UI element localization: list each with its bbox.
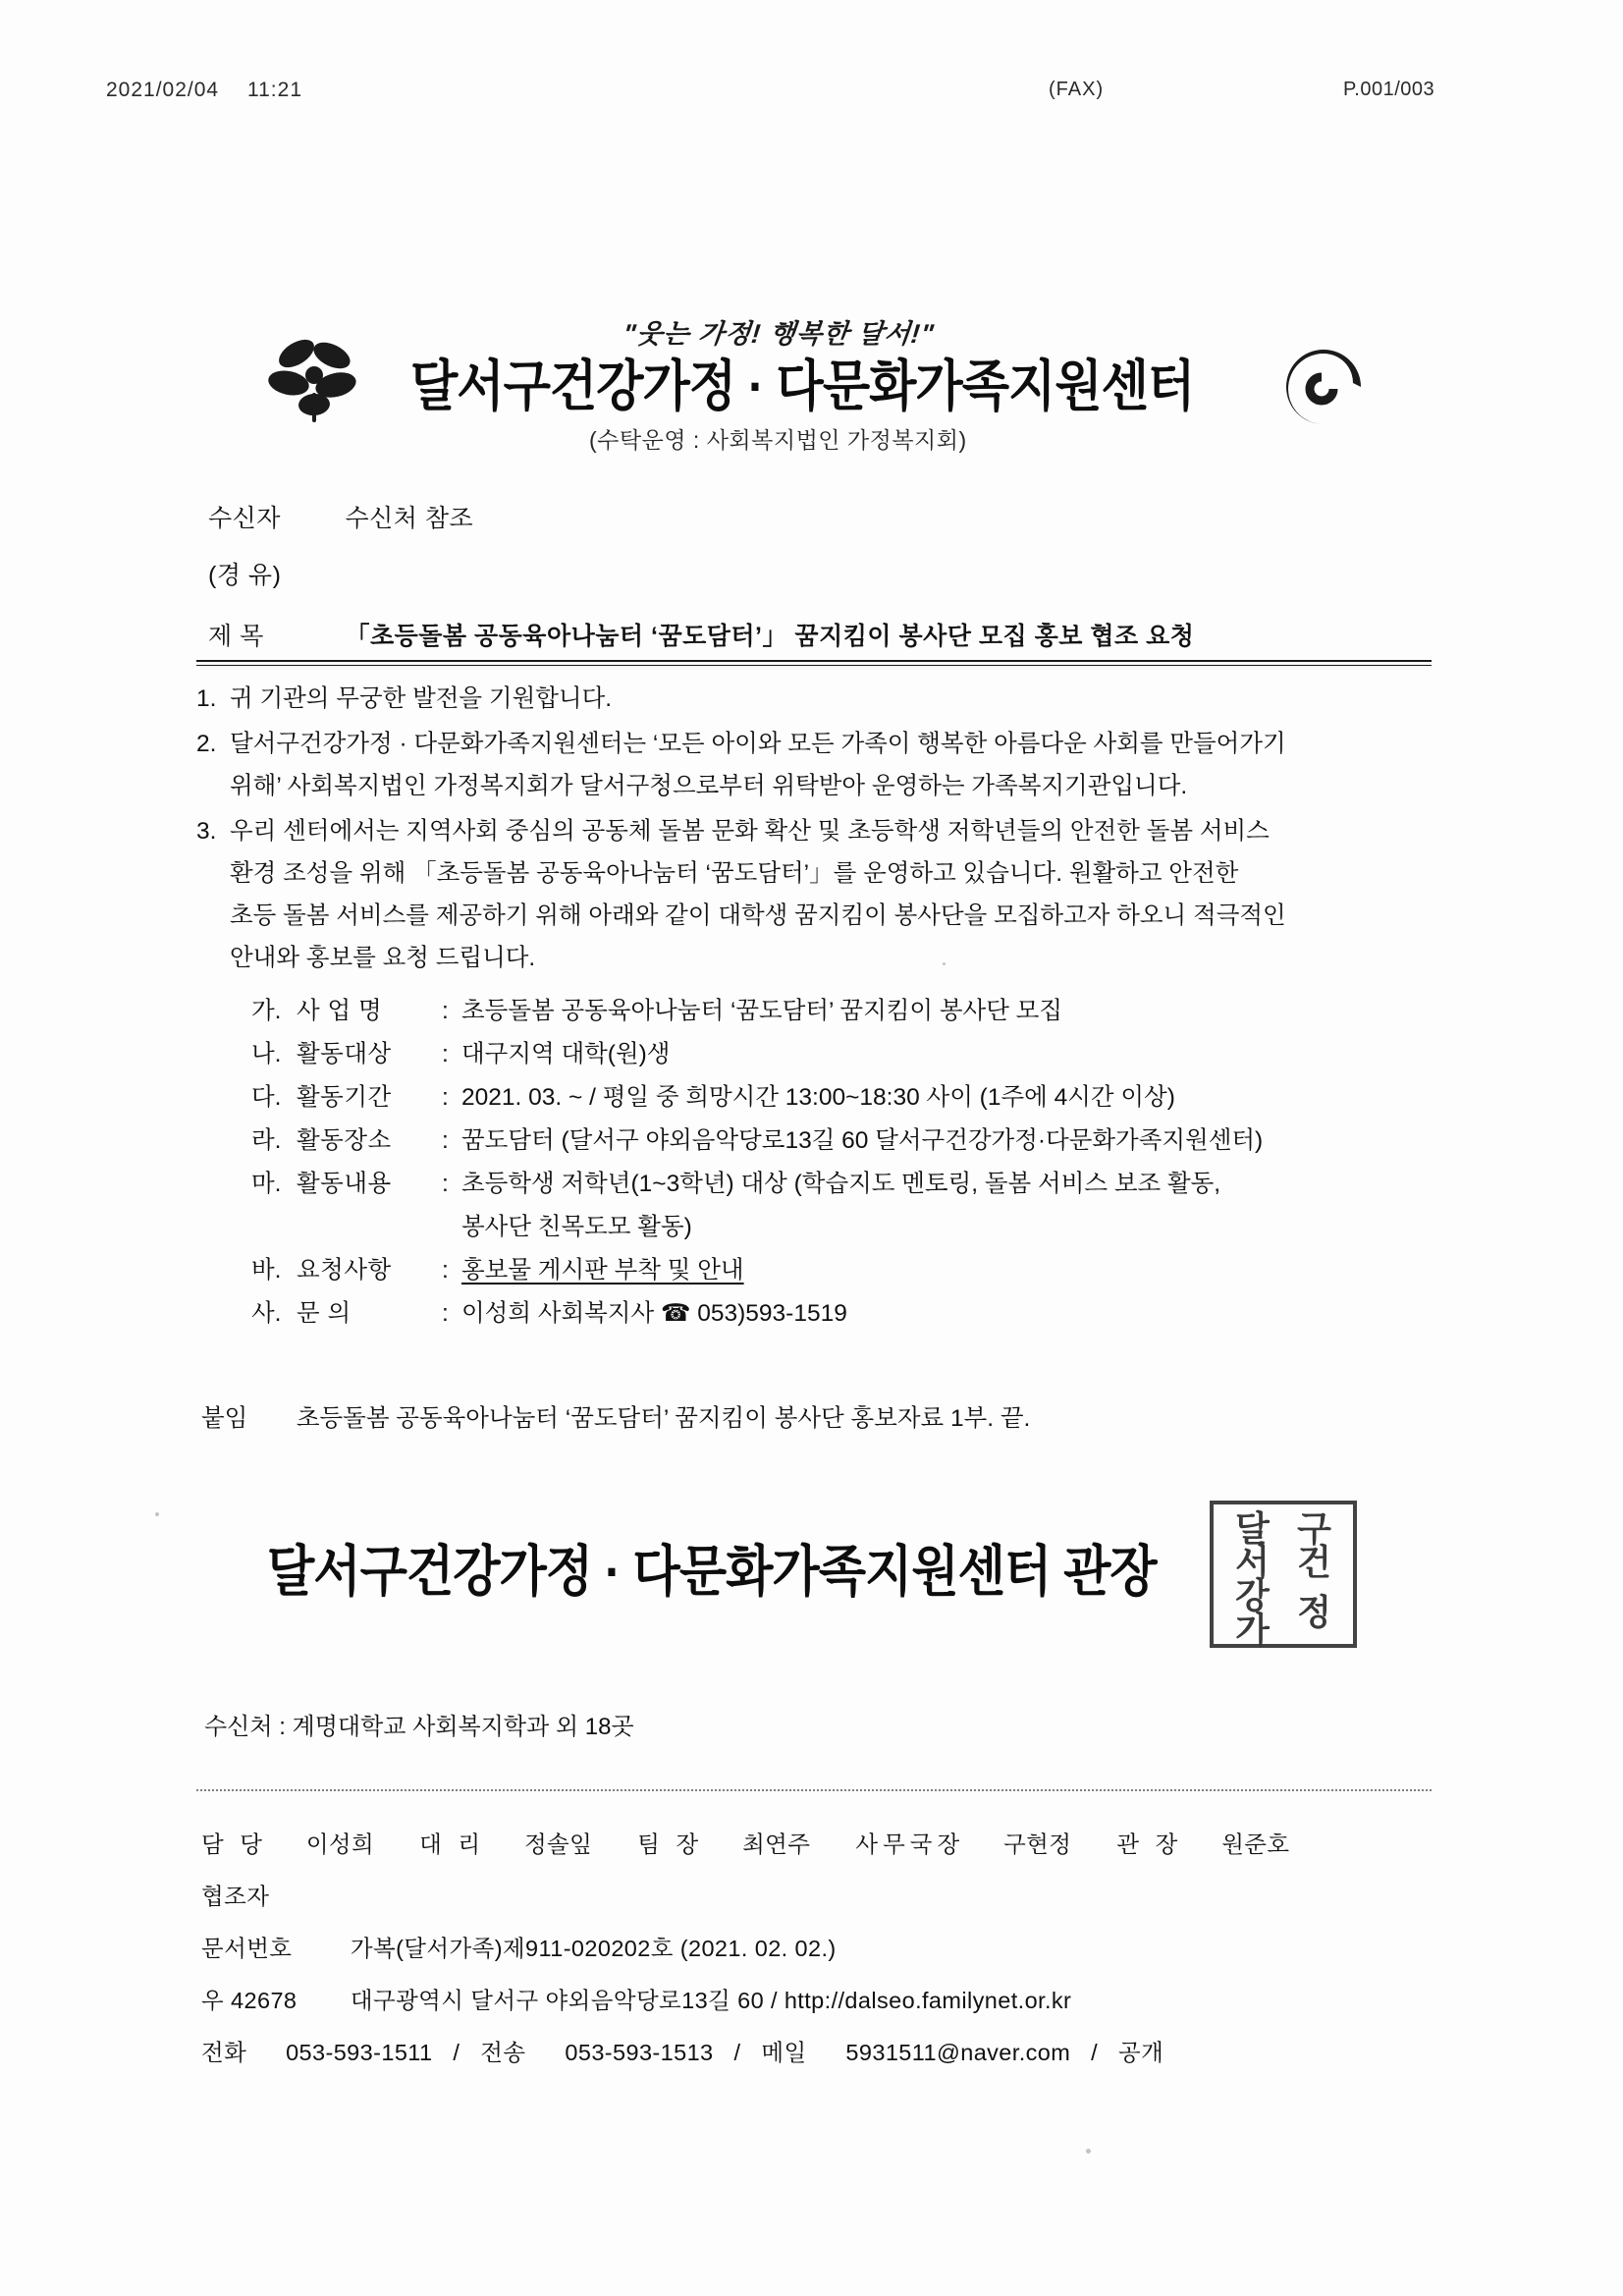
recipient-label: 수신자 xyxy=(208,505,281,532)
cooperator-row xyxy=(201,1871,1448,1923)
detail-list xyxy=(251,990,1459,1336)
paragraph-number: 1. xyxy=(196,685,217,712)
list-key: 사 업 명 xyxy=(297,998,383,1024)
paragraph-line: 귀 기관의 무궁한 발전을 기원합니다. xyxy=(230,685,613,712)
list-value: 꿈도담터 (달서구 야외음악당로13길 60 달서구건강가정·다문화가족지원센터) xyxy=(461,1127,1264,1154)
approver-name: 최연주 xyxy=(742,1831,811,1857)
scan-speck xyxy=(155,1512,159,1516)
disclosure-label: 공개 xyxy=(1118,2040,1164,2065)
approver xyxy=(1116,1819,1289,1871)
slogan: "웃는 가정! 행복한 달서!" xyxy=(622,319,937,349)
list-item xyxy=(251,1076,1459,1120)
approver-name: 정솔잎 xyxy=(523,1831,593,1857)
cooperator-label: 협조자 xyxy=(201,1884,270,1909)
list-marker: 바. xyxy=(251,1257,282,1284)
paragraph-1 xyxy=(196,678,1443,720)
paragraph-number: 3. xyxy=(196,818,217,845)
paragraph-number: 2. xyxy=(196,731,217,757)
approver-name: 원준호 xyxy=(1221,1831,1290,1857)
fax-date: 2021/02/04 xyxy=(106,79,220,101)
fax-label: (FAX) xyxy=(1049,79,1105,100)
list-key: 문 의 xyxy=(297,1300,352,1327)
list-marker: 가. xyxy=(251,998,282,1024)
recipient-row xyxy=(208,499,473,534)
approver-role: 관 장 xyxy=(1116,1831,1183,1857)
list-key: 활동장소 xyxy=(297,1127,392,1154)
list-item xyxy=(251,1120,1459,1163)
scan-speck xyxy=(1086,2149,1091,2154)
flower-logo-icon xyxy=(263,334,373,424)
fax-out-value: 053-593-1513 xyxy=(565,2040,714,2065)
document-number-label: 문서번호 xyxy=(201,1936,293,1961)
fax-time: 11:21 xyxy=(247,79,302,101)
tel-label: 전화 xyxy=(201,2040,247,2065)
paragraph-line: 환경 조성을 위해 「초등돌봄 공동육아나눔터 ‘꿈도담터’」를 운영하고 있습니다. 원활하고 안전한 xyxy=(230,860,1239,887)
seal-char: 정 xyxy=(1297,1592,1331,1633)
approver xyxy=(201,1819,374,1871)
contact-row: 전화 053-593-1511 / 전송 053-593-1513 / 메일 5931511@naver.com / 공개 xyxy=(201,2040,1164,2065)
paragraph-2 xyxy=(196,723,1443,807)
issuer-signature: 달서구건강가정 · 다문화가족지원센터 관장 xyxy=(267,1541,1157,1603)
list-separator: : xyxy=(442,1127,449,1154)
letterhead xyxy=(0,312,1623,509)
paragraph-3 xyxy=(196,810,1443,979)
list-value: 초등돌봄 공동육아나눔터 ‘꿈도담터’ 꿈지킴이 봉사단 모집 xyxy=(461,998,1063,1024)
paragraph-line: 안내와 홍보를 요청 드립니다. xyxy=(230,945,536,971)
list-separator: : xyxy=(442,998,449,1024)
list-marker: 나. xyxy=(251,1041,282,1067)
document-footer xyxy=(201,1819,1448,2079)
approver-role: 사무국장 xyxy=(855,1831,965,1857)
list-separator: : xyxy=(442,1084,449,1111)
document-number-row xyxy=(201,1923,1448,1975)
list-value: 2021. 03. ~ / 평일 중 희망시간 13:00~18:30 사이 (1주에 4시간 이상) xyxy=(461,1084,1175,1111)
list-item xyxy=(251,1163,1459,1249)
swirl-logo-icon xyxy=(1276,342,1371,436)
scan-speck xyxy=(943,962,946,965)
recipient-value: 수신처 참조 xyxy=(345,505,474,532)
approver-role: 담 당 xyxy=(201,1831,267,1857)
paragraph-line: 달서구건강가정 · 다문화가족지원센터는 ‘모든 아이와 모든 가족이 행복한 아름다운 사회를 만들어가기 xyxy=(230,731,1286,757)
list-item xyxy=(251,990,1459,1033)
list-separator: : xyxy=(442,1041,449,1067)
list-marker: 라. xyxy=(251,1127,282,1154)
list-key: 활동대상 xyxy=(297,1041,392,1067)
approver-name: 이성희 xyxy=(305,1831,375,1857)
attachment-value: 초등돌봄 공동육아나눔터 ‘꿈도담터’ 꿈지킴이 봉사단 홍보자료 1부. 끝. xyxy=(296,1405,1031,1432)
address-row xyxy=(201,1975,1448,2027)
approver-role: 대 리 xyxy=(419,1831,486,1857)
list-marker: 사. xyxy=(251,1300,282,1327)
email-label: 메일 xyxy=(761,2040,807,2065)
paragraph-line: 초등 돌봄 서비스를 제공하기 위해 아래와 같이 대학생 꿈지킴이 봉사단을 모집하고자 하오니 적극적인 xyxy=(230,902,1286,929)
approver-name: 구현정 xyxy=(1003,1831,1072,1857)
attachment-row xyxy=(201,1399,1030,1434)
approval-line xyxy=(201,1819,1448,1871)
zipcode-label: 우 42678 xyxy=(201,1988,298,2013)
list-item xyxy=(251,1033,1459,1076)
seal-char: 달서 xyxy=(1235,1508,1270,1583)
subject-label: 제 목 xyxy=(208,623,264,650)
list-value: 대구지역 대학(원)생 xyxy=(461,1041,671,1067)
paragraph-line: 우리 센터에서는 지역사회 중심의 공동체 돌봄 문화 확산 및 초등학생 저학년들의 안전한 돌봄 서비스 xyxy=(230,818,1270,845)
official-seal xyxy=(1210,1501,1357,1648)
body-paragraphs xyxy=(196,678,1443,982)
via-row xyxy=(208,556,281,591)
recipients-line: 수신처 : 계명대학교 사회복지학과 외 18곳 xyxy=(204,1714,634,1740)
seal-char: 구건 xyxy=(1297,1508,1331,1583)
approver xyxy=(855,1819,1071,1871)
approver xyxy=(419,1819,592,1871)
via-label: (경 유) xyxy=(208,562,282,589)
list-separator: : xyxy=(442,1300,449,1327)
attachment-label: 붙임 xyxy=(201,1405,248,1432)
list-separator: : xyxy=(442,1257,449,1284)
email-value: 5931511@naver.com xyxy=(845,2040,1071,2065)
address-value: 대구광역시 달서구 야외음악당로13길 60 / http://dalseo.familynet.or.kr xyxy=(350,1988,1072,2013)
list-marker: 다. xyxy=(251,1084,282,1111)
subject-row xyxy=(208,617,1194,652)
list-key: 요청사항 xyxy=(297,1257,392,1284)
header-divider xyxy=(196,660,1432,662)
approver xyxy=(637,1819,810,1871)
list-value: 초등학생 저학년(1~3학년) 대상 (학습지도 멘토링, 돌봄 서비스 보조 활동, xyxy=(461,1171,1221,1197)
subject-value: 「초등돌봄 공동육아나눔터 ‘꿈도담터’」 꿈지킴이 봉사단 모집 홍보 협조 요청 xyxy=(345,623,1195,650)
list-value: 홍보물 게시판 부착 및 안내 xyxy=(461,1257,744,1284)
fax-page-count: P.001/003 xyxy=(1343,79,1435,100)
list-key: 활동내용 xyxy=(297,1171,392,1197)
document-number-value: 가복(달서가족)제911-020202호 (2021. 02. 02.) xyxy=(350,1936,837,1961)
seal-char: 강가 xyxy=(1235,1575,1270,1650)
list-separator: : xyxy=(442,1171,449,1197)
tel-value: 053-593-1511 xyxy=(286,2040,433,2065)
list-key: 활동기간 xyxy=(297,1084,392,1111)
approver-role: 팀 장 xyxy=(637,1831,704,1857)
footer-divider xyxy=(196,1789,1432,1791)
list-item xyxy=(251,1292,1459,1336)
list-marker: 마. xyxy=(251,1171,282,1197)
list-value: 이성희 사회복지사 ☎ 053)593-1519 xyxy=(461,1300,847,1327)
organization-title: 달서구건강가정 · 다문화가족지원센터 xyxy=(410,355,1195,417)
list-item xyxy=(251,1249,1459,1292)
organization-subtitle: (수탁운영 : 사회복지법인 가정복지회) xyxy=(589,427,967,453)
list-value-second-line: 봉사단 친목도모 활동) xyxy=(461,1214,692,1240)
paragraph-line: 위해’ 사회복지법인 가정복지회가 달서구청으로부터 위탁받아 운영하는 가족복지기관입니다. xyxy=(230,773,1188,799)
fax-out-label: 전송 xyxy=(480,2040,526,2065)
